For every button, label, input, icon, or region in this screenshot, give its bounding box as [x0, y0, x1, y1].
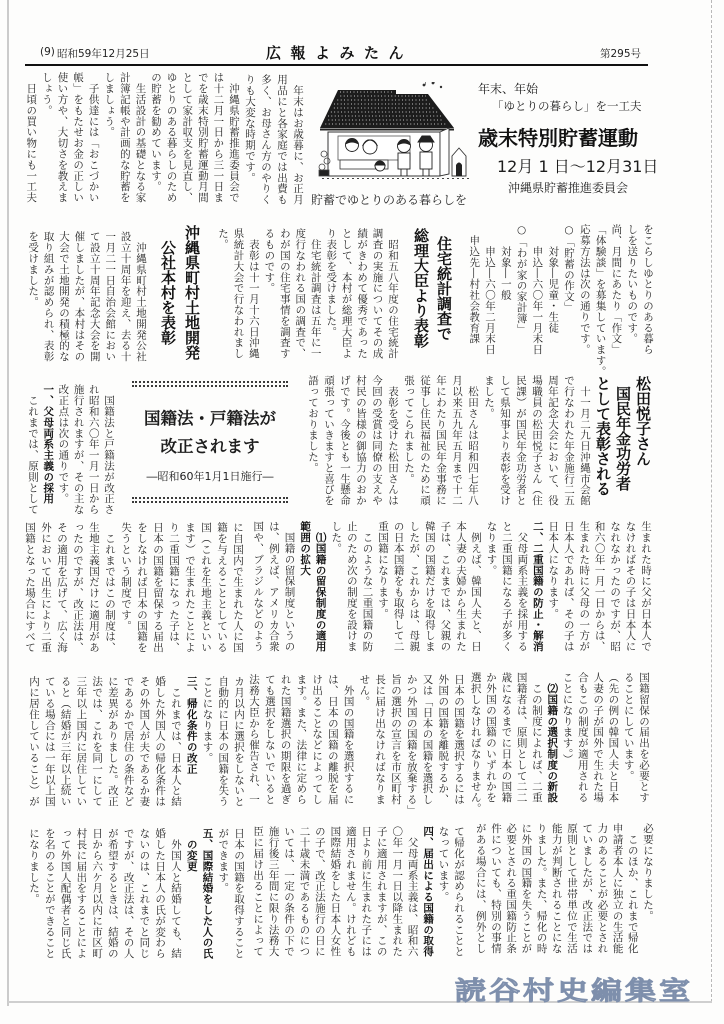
text-column: （先の例の韓国人夫と日本	[607, 672, 620, 803]
text-column: 原則として世帯単位で生活	[565, 823, 578, 954]
text-column: ゆとりのある暮らしのため	[165, 72, 178, 203]
text-column: ○「貯蓄の作文」	[563, 224, 576, 313]
text-column: 能力が判断されることにな	[550, 823, 563, 954]
headline-line: 総理大臣より表彰	[412, 228, 430, 348]
text-column: 申込―六〇年二月末日	[484, 224, 497, 355]
section-heading: ⑵国籍の選択制度の新設	[546, 672, 559, 803]
nationality-law-tier2-middle	[245, 674, 466, 814]
headline-line: 住宅統計調査で	[435, 235, 453, 341]
text-column: この制度によれば、二重	[530, 672, 543, 803]
nationality-law-tier3-middle	[250, 826, 466, 964]
text-column: これまでは、日本人と結	[169, 676, 182, 807]
text-column: 〇年一月一日以降生まれた	[391, 826, 404, 957]
text-column: 場職員の松田悦子さん（住	[531, 375, 543, 506]
text-column: 従事し住民福祉のために頑	[419, 375, 431, 506]
nationality-law-tier1-left	[22, 522, 246, 658]
text-column: 施行後三年間に限り法務大	[267, 826, 280, 957]
headline-line: 沖縄県町村土地開発	[183, 225, 201, 360]
text-column: 年末はお歳暮に、お正月	[292, 74, 304, 205]
text-column: 改正点は次の通りです。	[57, 384, 70, 504]
text-column: として家計収支を見直し、	[181, 72, 194, 203]
text-column: なれなかったのですが、昭	[609, 521, 622, 652]
text-column: り表彰を受けました。	[325, 228, 338, 337]
text-column: 村民の皆様の御協力のおか	[355, 375, 367, 506]
text-column: しょう。	[40, 72, 53, 116]
text-column: を受けました。	[27, 231, 40, 308]
headline-line: 国民年金功労者	[614, 386, 632, 491]
text-column: 度行なわれる国の調査で、	[294, 228, 307, 359]
campaign-period: 12月 1 日～12月31日	[497, 157, 659, 176]
text-column: 頑張っていきますと喜びを	[323, 375, 335, 506]
scan-edge-left	[7, 0, 9, 1006]
issue-number: 第295号	[600, 48, 642, 60]
text-column: て帰化が認められることと	[453, 826, 465, 957]
savings-body-part-1	[242, 74, 306, 209]
doghouse	[452, 148, 466, 176]
scan-edge-right	[711, 0, 712, 1002]
text-column: なければその子は日本人に	[624, 521, 637, 652]
text-column: 催しましたが、本村はその	[73, 231, 86, 362]
section-heading: 一、父母両系主義の採用	[42, 384, 55, 504]
text-column: 表彰は十一月十六日沖縄	[247, 228, 260, 359]
text-column: 日より前に生まれた子には	[360, 826, 373, 957]
text-column: 対象―一般	[499, 224, 512, 301]
effective-date: ―昭和60年1月1日施行―	[146, 470, 274, 483]
text-column: なっています。	[437, 826, 450, 903]
text-column: 父母両系主義を採用する	[516, 521, 529, 652]
text-column: 国籍者は、原則として二二	[515, 672, 528, 803]
text-column: 取り組みが認められ、表彰	[42, 231, 55, 362]
campaign-kicker: 年末、年始	[478, 82, 539, 96]
text-column: 沖縄県町村土地開発公社	[135, 231, 147, 362]
campaign-organizer: 沖縄県貯蓄推進委員会	[508, 181, 629, 195]
text-column: をしなければ日本の国籍を	[136, 522, 148, 653]
text-column: した。	[330, 521, 343, 554]
text-column: 又は「日本の国籍を選択し	[421, 674, 434, 805]
text-column: 内に居住していること）が	[28, 676, 41, 807]
text-column: カ月以内に選択をしないと	[233, 676, 245, 807]
housing-survey-headline	[409, 226, 455, 350]
masthead-rule	[25, 64, 648, 66]
section-heading: の変更	[185, 828, 198, 872]
text-column: りました。また、帰化の時	[535, 823, 548, 954]
matsuda-award-headline	[593, 376, 653, 501]
archive-watermark: 読谷村史編集室	[455, 976, 693, 1007]
text-column: ったのですが、改正法は、	[72, 522, 84, 653]
nationality-law-tier2-left	[25, 676, 246, 816]
text-column: は、日本の国籍の離脱を届	[326, 674, 339, 805]
text-column: 父母両系主義は、昭和六	[406, 826, 419, 957]
text-column: 応募方法は次の通りです。	[578, 224, 591, 355]
text-column: 生まれた時に父母の一方が	[578, 521, 591, 652]
text-column: 力のあることが必要とされ	[596, 823, 609, 954]
section-heading: 二、二重国籍の防止・解消	[531, 521, 544, 652]
section-heading: 五、国際結婚をした人の氏	[201, 828, 214, 959]
text-column: 語っておりました。	[307, 375, 319, 474]
text-column: ることにしています。	[622, 672, 635, 781]
text-column: ですが、改正法は、その人	[122, 828, 135, 959]
text-column: ました。	[483, 375, 495, 419]
text-column: け出ることなどによってし	[311, 674, 324, 805]
text-column: 子に適用されますが、この	[375, 826, 388, 957]
text-column: 住宅統計調査は五年に一	[309, 228, 322, 359]
text-column: 国際結婚をした日本人女性	[329, 826, 342, 957]
section-heading: 四、届出による国籍の取得	[422, 826, 435, 957]
text-column: これまではこの制度は、	[104, 522, 116, 653]
text-column: 申請者本人に独立の生活能	[611, 823, 624, 954]
section-heading: ⑴国籍の留保制度の適用	[314, 521, 327, 652]
text-column: なります。	[485, 521, 498, 576]
text-column: ができます。	[217, 828, 230, 894]
text-column: ます）で生まれたことによ	[184, 522, 196, 653]
text-column: 生活設計の基礎となる家	[134, 72, 147, 203]
text-column: 外国の国籍を離脱するか、	[437, 674, 450, 805]
text-column: るものです。	[263, 228, 276, 294]
text-column: と二重国籍になる子が多く	[500, 521, 513, 652]
text-column: わが国の住宅事情を調査す	[278, 228, 291, 359]
text-column: 国籍となった場合にすべて	[24, 522, 36, 653]
nationality-law-tier3-right	[473, 823, 655, 961]
text-column: て設立十周年記念大会を開	[88, 231, 101, 362]
text-column: をこらしゆとりのある暮ら	[642, 224, 654, 355]
text-column: は、例えば、アメリカ合衆	[267, 521, 280, 652]
text-column: 村長に届出をすることによ	[75, 828, 88, 959]
text-column: 日から六ケ月以内に市区町	[91, 828, 104, 959]
text-column: 昭和五八年度の住宅統計	[387, 228, 399, 359]
matsuda-award-body	[305, 375, 593, 511]
text-column: 法では、これを同一にして	[91, 676, 104, 807]
text-column: 国籍留保の届出を必要とす	[638, 672, 650, 803]
text-column: 本人妻の夫婦から生まれた	[455, 521, 467, 652]
dotted-rule	[132, 497, 288, 503]
publication-title: 広報よみたん	[266, 44, 414, 62]
text-column: の貯蓄を勧めています。	[150, 72, 163, 192]
text-column: ている場合には一年以上国	[43, 676, 56, 807]
text-column: げです。今後とも一生懸命	[339, 375, 351, 506]
savings-body-part-2	[23, 72, 241, 210]
text-column: で行なわれた年金施行二五	[563, 375, 575, 506]
text-column: 周年記念大会において、役	[547, 375, 559, 506]
text-column: か外国の国籍のいずれかを	[485, 672, 498, 803]
text-column: を名のることができること	[43, 828, 56, 959]
dotted-rule	[132, 381, 288, 387]
text-column: 十一月二九日沖縄市会館	[579, 375, 591, 506]
text-column: ないのは、これまでと同じ	[138, 828, 151, 959]
text-column: れた国籍選択の期限を過ぎ	[279, 674, 292, 805]
title-line-1: 国籍法・戸籍法が	[144, 409, 276, 428]
text-column: 申込先―村社会教育課	[468, 224, 481, 344]
nationality-law-intro	[25, 384, 116, 515]
housing-survey-body	[215, 228, 400, 358]
text-column: 年にわたり国民年金事務に	[435, 375, 447, 506]
text-column: 外国人と結婚しても、結	[169, 828, 182, 959]
text-column: 申込―六〇年一月末日	[531, 224, 544, 355]
text-column: 設立十周年を迎え、去る十	[119, 231, 132, 362]
text-column: に差異がありました。改正	[106, 676, 119, 807]
text-column: 件についても、特別の事情	[489, 823, 502, 954]
text-column: せん。	[358, 674, 371, 707]
text-column: 臣に届け出ることによって	[252, 826, 265, 957]
text-column: したが、これからは、母親	[408, 521, 421, 652]
nationality-law-tier1-middle	[250, 521, 468, 657]
title-line-2: 改正されます	[160, 437, 260, 456]
text-column: 法務大臣から催告され、一	[248, 674, 261, 805]
text-column: 子は、これまでは、父親の	[439, 521, 452, 652]
text-column: として、本村が総理大臣よ	[340, 228, 353, 359]
text-column: 尚、月間にあたり「作文」	[610, 224, 623, 355]
text-column: 旨の選択の宣言を市区町村	[389, 674, 402, 805]
headline-line: として表彰される	[594, 376, 612, 496]
open-door	[440, 128, 449, 176]
text-column: しましょう。	[103, 72, 116, 138]
issue-date: 昭和59年12月25日	[57, 48, 150, 60]
nationality-law-tier3-left	[25, 828, 246, 966]
text-column: 止のため次の制度を設けま	[345, 521, 358, 652]
text-column: 日本の国籍を取得すること	[233, 828, 245, 959]
text-column: は十二月一日から三一日ま	[212, 72, 225, 203]
text-column: ても選択をしないでいると	[263, 674, 276, 805]
text-column: 国や、ブラジルなどのよう	[252, 521, 265, 652]
text-column: 外において出生により二重	[40, 522, 52, 653]
text-column: 子供達には「おこづかい	[87, 72, 100, 203]
text-column: ○「わが家の家計簿」	[515, 224, 528, 335]
nationality-law-tier1-right	[468, 521, 653, 657]
nationality-law-tier2-right	[467, 672, 651, 814]
text-column: 適用されません。けれども	[344, 826, 357, 957]
text-column: 必要とされる重国籍防止条	[505, 823, 518, 954]
text-column: 国（これを生地主義といい	[200, 522, 212, 653]
text-column: 対象―児童・生徒	[547, 224, 560, 333]
house-family-illustration	[316, 82, 476, 182]
text-column: 計簿記帳や計画的な貯蓄を	[118, 72, 131, 203]
text-column: が希望するときは、結婚の	[106, 828, 119, 959]
house-roof	[320, 90, 454, 130]
text-column: りも大変な時期です。	[244, 74, 256, 183]
text-column: 失うという制度です。	[120, 522, 132, 631]
text-column: がある場合には、例外とし	[474, 823, 487, 954]
text-column: 婚した外国人の帰化条件は	[154, 676, 167, 807]
text-column: 日頃の買い物にも一工夫	[25, 72, 38, 203]
text-column: して県知事より表彰を受け	[499, 375, 511, 506]
text-column: 選択しなければなりません。	[469, 672, 482, 814]
text-column: 和六〇年一月一日からは、	[593, 521, 606, 652]
headline-line: 松田悦子さん	[634, 376, 652, 466]
text-column: 外国の国籍を選択するに	[342, 674, 355, 805]
text-column: 大会で土地開発の積極的な	[57, 231, 70, 362]
text-column: って外国人配偶者と同じ氏	[59, 828, 72, 959]
text-column: 人妻の子が国外で生れた場	[592, 672, 605, 803]
text-column: た。	[217, 228, 230, 250]
text-column: 必要になりました。	[642, 823, 654, 922]
text-column: 民課）が国民年金功労者と	[515, 375, 527, 506]
page-number: (9)	[40, 46, 55, 58]
nationality-law-title-box	[132, 381, 288, 503]
text-column: 自動的に日本の国籍を失う	[217, 676, 230, 807]
text-column: このような二重国籍の防	[361, 521, 374, 652]
text-column: 月以来五九年五月まで十二	[451, 375, 463, 506]
text-column: れ昭和六〇年一月一日から	[87, 384, 100, 515]
text-column: 三年以上国内に居住してい	[75, 676, 88, 807]
text-column: 歳になるまでに日本の国籍	[500, 672, 513, 803]
section-heading: 三、帰化条件の改正	[185, 676, 198, 775]
text-column: 使い方や、大切さを教えま	[56, 72, 69, 203]
text-column: 日本人であれば、その子は	[562, 521, 575, 652]
text-column: の日本国籍をも取得して二	[392, 521, 405, 652]
text-column: 多く、お母さん方のやりく	[260, 74, 272, 205]
land-development-body	[25, 231, 148, 362]
land-development-headline	[156, 225, 204, 359]
text-column: これまでは、原則として	[26, 384, 39, 515]
text-column: ことになります。）	[561, 672, 574, 765]
text-column: 二十歳未満であるものにつ	[298, 826, 311, 957]
text-column: 籍を与えることとしている	[216, 522, 228, 653]
campaign-tagline: 「ゆとりの暮らし」を一工夫	[492, 99, 642, 113]
text-column: 一月二一日自治会館におい	[104, 231, 117, 362]
text-column: 婚した日本人の氏が変わら	[154, 828, 167, 959]
text-column: しを送りたいものです。	[626, 224, 639, 344]
text-column: かつ外国の国籍を放棄する」	[405, 674, 418, 816]
text-column: いては、一定の条件の下で	[283, 826, 296, 957]
text-column: ます。また、法律に定めら	[295, 674, 308, 805]
text-column: ると（結婚が三年以上続い	[59, 676, 72, 807]
text-column: であるかで居住の条件など	[122, 676, 135, 807]
text-column: その外国人が夫であるか妻	[138, 676, 151, 807]
headline-line: 公社本村を表彰	[159, 239, 177, 345]
text-column: に自国内で生まれた人に国	[232, 522, 244, 653]
text-column: 張ってこられました。	[403, 375, 415, 484]
text-column: このほか、これまで帰化	[626, 823, 639, 954]
text-column: 績がきわめて優秀であった	[356, 228, 369, 359]
text-column: その適用を広げて、広く海	[56, 522, 68, 653]
text-column: 帳」をもたせお金の正しい	[72, 72, 85, 203]
campaign-headline: 歳末特別貯蓄運動	[478, 126, 638, 150]
text-column: 用品にと各家庭では出費も	[276, 74, 288, 205]
section-heading: 範囲の拡大	[299, 521, 312, 576]
savings-body-part-3	[465, 224, 655, 377]
text-column: り二重国籍になった子は、	[168, 522, 180, 653]
text-column: 調査の実施についてその成	[371, 228, 384, 359]
text-column: でを歳末特別貯蓄運動月間	[196, 72, 209, 203]
text-column: 沖縄県貯蓄推進委員会で	[228, 72, 240, 203]
text-column: 国籍法と戸籍法が改正さ	[103, 384, 115, 515]
text-column: 合もこの制度が適用される	[576, 672, 589, 803]
text-column: 日本人になります。	[547, 521, 560, 620]
text-column: 松田さんは昭和四七年八	[467, 375, 479, 506]
text-column: になりました。	[28, 828, 41, 905]
text-column: 生まれた時に父が日本人で	[640, 521, 652, 652]
text-column: 日本の国籍を留保する届出	[152, 522, 164, 653]
text-column: 国籍の留保制度というの	[283, 521, 296, 652]
text-column: 長に届け出なければなりま	[374, 674, 387, 805]
text-column: 生地主義国だけに適用があ	[88, 522, 100, 653]
music-notes-icon	[423, 82, 443, 88]
text-column: に外国の国籍を失うことが	[520, 823, 533, 954]
text-column: ていましたが、改正法では	[581, 823, 594, 954]
text-column: 県統計大会で行なわれまし	[232, 228, 245, 359]
text-column: 日本の国籍を選択するには	[453, 674, 465, 805]
text-column: 表彰を受けた松田さんは	[387, 375, 399, 506]
text-column: の子で、改正法施行の日に	[313, 826, 326, 957]
illustration-caption: 貯蓄でゆとりのある暮らしを	[311, 193, 468, 207]
text-column: 韓国の国籍だけを取得しま	[423, 521, 436, 652]
text-column: 重国籍になります。	[377, 521, 390, 620]
text-column: 「体験談」を募集しています。	[594, 224, 607, 377]
text-column: 施行されますが、その主な	[72, 384, 85, 515]
text-column: 今回の受賞は同僚の支えや	[371, 375, 383, 506]
text-column: 例えば、韓国人夫と、日	[470, 521, 483, 652]
text-column: ことになります。	[201, 676, 214, 764]
